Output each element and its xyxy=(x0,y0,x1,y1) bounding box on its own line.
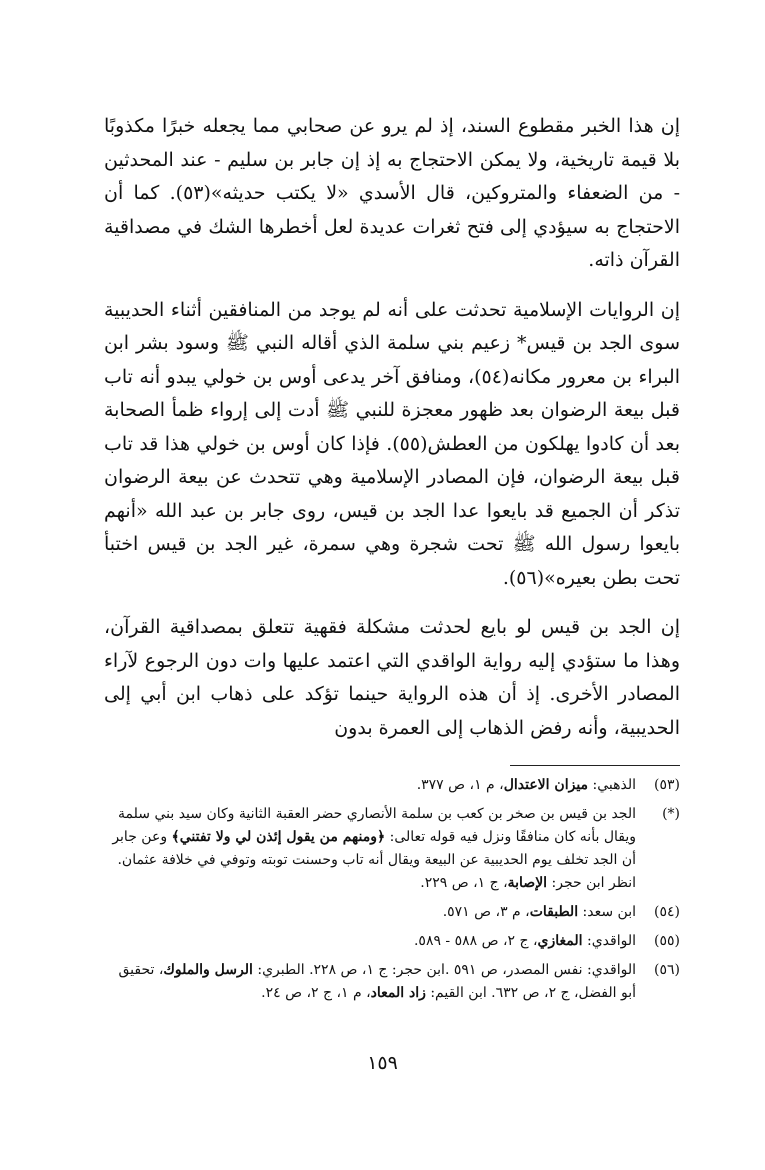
page-number: ١٥٩ xyxy=(367,1052,398,1074)
footnote-text xyxy=(104,803,636,895)
footnote-run: ، ج ٢، ص ٥٨٨ - ٥٨٩. xyxy=(413,933,538,949)
footnote-text xyxy=(104,930,636,953)
footnote-text xyxy=(104,901,636,924)
footnote-item xyxy=(104,959,680,1005)
footnote-source-title: ميزان الاعتدال xyxy=(503,777,589,793)
footnote-run: ، ج ١، ص ٢٢٩. xyxy=(420,875,508,891)
footnote-item xyxy=(104,774,680,797)
footnote-marker: (٥٤) xyxy=(654,904,680,920)
footnote-marker: (*) xyxy=(662,806,680,822)
footnote-item xyxy=(104,930,680,953)
page-body xyxy=(104,110,680,1011)
footnote-item xyxy=(104,803,680,895)
footnote-run: الواقدي: xyxy=(582,933,636,949)
body-paragraph-3: إن الجد بن قيس لو بايع لحدثت مشكلة فقهية تتعلق بمصداقية القرآن، وهذا ما ستؤدي إليه رواية الواقدي التي اعتمد عليها وات دون الرجوع لآراء المصادر الأخرى. إذ أن هذه الرواية حينما تؤكد على ذهاب ابن أبي إلى الحديبية، وأنه رفض الذهاب إلى العمرة بدون xyxy=(104,616,680,739)
footnote-run: وعن جابر أن الجد تخلف يوم الحديبية عن البيعة ويقال أنه تاب وحسنت توبته وتوفي في خلافة عثمان. انظر ابن حجر: xyxy=(112,829,636,891)
footnote-run: الجد بن قيس بن صخر بن كعب بن سلمة الأنصاري حضر العقبة الثانية وكان سيد بني سلمة ويقال بأنه كان منافقًا ونزل فيه قوله تعالى: xyxy=(118,806,636,845)
footnote-source-title: ﴿ومنهم من يقول إئذن لي ولا تفتني﴾ xyxy=(171,829,386,845)
footnote-marker: (٥٦) xyxy=(654,962,680,978)
footnote-marker: (٥٣) xyxy=(654,777,680,793)
footnote-run: ابن سعد: xyxy=(578,904,636,920)
footnote-source-title: زاد المعاد xyxy=(370,985,426,1001)
footnote-run: ، تحقيق أبو الفضل، ج ٢، ص ٦٣٢. ابن القيم: xyxy=(118,962,636,1001)
footnote-source-title: الرسل والملوك xyxy=(163,962,253,978)
footnote-text xyxy=(104,959,636,1005)
footnote-divider xyxy=(510,765,680,766)
body-paragraph-2: إن الروايات الإسلامية تحدثت على أنه لم يوجد من المنافقين أثناء الحديبية سوى الجد بن قيس* زعيم بني سلمة الذي أقاله النبي ﷺ وسود بشر ابن البراء بن معرور مكانه(٥٤)، ومنافق آخر يدعى أوس بن خولي يبدو أنه تاب قبل بيعة الرضوان بعد ظهور معجزة للنبي ﷺ أدت إلى إرواء ظمأ الصحابة بعد أن كادوا يهلكون من العطش(٥٥). فإذا كان أوس بن خولي هذا قد تاب قبل بيعة الرضوان، فإن المصادر الإسلامية وهي تتحدث عن بيعة الرضوان تذكر أن الجميع قد بايعوا عدا الجد بن قيس، روى جابر بن عبد الله «أنهم بايعوا رسول الله ﷺ تحت شجرة وهي سمرة، غير الجد بن قيس اختبأ تحت بطن بعيره»(٥٦). xyxy=(104,298,680,589)
footnote-run: الذهبي: xyxy=(588,777,636,793)
footnote-marker: (٥٥) xyxy=(654,933,680,949)
footnote-text xyxy=(104,774,636,797)
footnote-run: ، م ١، ج ٢، ص ٢٤. xyxy=(261,985,371,1001)
footnote-source-title: الإصابة xyxy=(507,875,548,891)
body-paragraph-1: إن هذا الخبر مقطوع السند، إذ لم يرو عن صحابي مما يجعله خبرًا مكذوبًا بلا قيمة تاريخية، ولا يمكن الاحتجاج به إذ إن جابر بن سليم - عند المحدثين - من الضعفاء والمتروكين، قال الأسدي «لا يكتب حديثه»(٥٣). كما أن الاحتجاج به سيؤدي إلى فتح ثغرات عديدة لعل أخطرها الشك في مصداقية القرآن ذاته. xyxy=(104,115,680,271)
footnote-run: الواقدي: نفس المصدر، ص ٥٩١ .ابن حجر: ج ١، ص ٢٢٨. الطبري: xyxy=(252,962,636,978)
footnote-run: ، م ٣، ص ٥٧١. xyxy=(442,904,530,920)
footnotes-section xyxy=(104,774,680,1005)
footnote-source-title: الطبقات xyxy=(529,904,579,920)
footnote-item xyxy=(104,901,680,924)
footnote-run: ، م ١، ص ٣٧٧. xyxy=(416,777,504,793)
footnote-source-title: المغازي xyxy=(537,933,583,949)
